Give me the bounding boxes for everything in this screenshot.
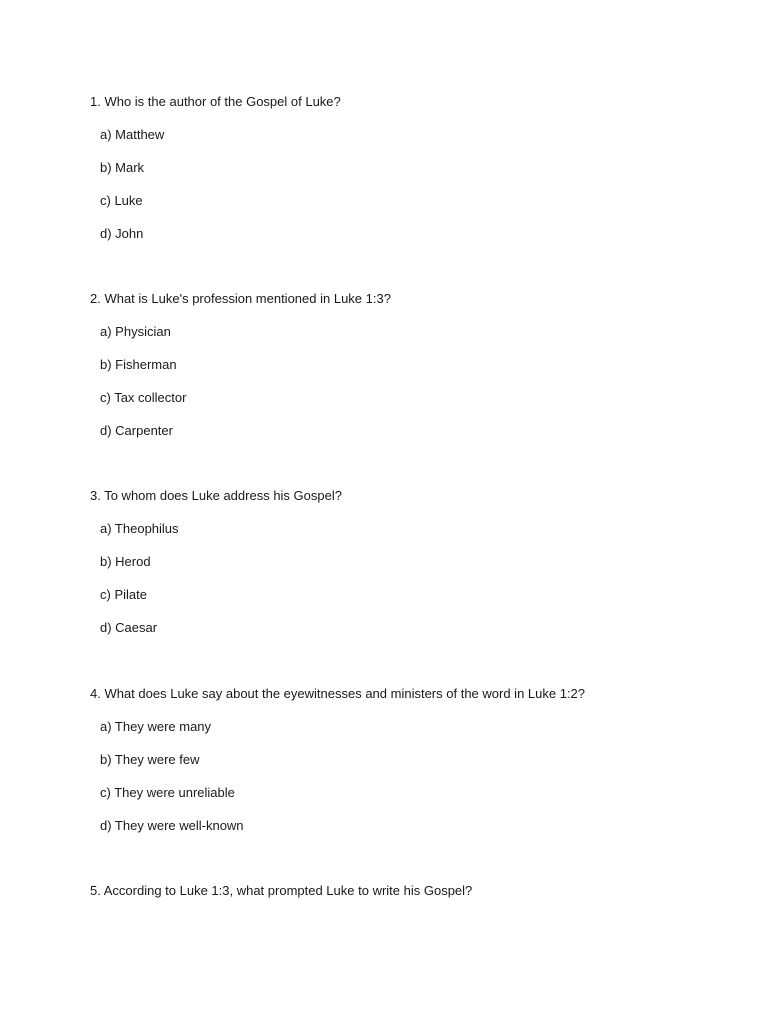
question-5 — [90, 881, 730, 901]
option-b: b) Mark — [100, 160, 145, 175]
option-d: d) Carpenter — [100, 423, 173, 438]
question-text: 3. To whom does Luke address his Gospel? — [90, 488, 342, 503]
option-c: c) Tax collector — [100, 390, 187, 405]
option-c: c) Luke — [100, 193, 143, 208]
option-b: b) They were few — [100, 752, 200, 767]
option-d: d) John — [100, 226, 144, 241]
option-a: a) Theophilus — [100, 521, 179, 536]
question-2 — [90, 289, 730, 441]
option-a: a) Physician — [100, 324, 171, 339]
option-c: c) They were unreliable — [100, 785, 235, 800]
option-b: b) Herod — [100, 554, 151, 569]
option-b: b) Fisherman — [100, 357, 177, 372]
option-d: d) They were well-known — [100, 818, 244, 833]
option-c: c) Pilate — [100, 587, 147, 602]
option-a: a) They were many — [100, 719, 212, 734]
option-a: a) Matthew — [100, 127, 165, 142]
question-1 — [90, 92, 730, 244]
option-d: d) Caesar — [100, 620, 158, 635]
question-text: 1. Who is the author of the Gospel of Luke? — [90, 94, 341, 109]
question-3 — [90, 486, 730, 638]
question-text: 5. According to Luke 1:3, what prompted Luke to write his Gospel? — [90, 883, 473, 898]
question-text: 4. What does Luke say about the eyewitnesses and ministers of the word in Luke 1:2? — [90, 686, 586, 701]
question-text: 2. What is Luke's profession mentioned in Luke 1:3? — [90, 291, 391, 306]
question-4 — [90, 684, 730, 836]
